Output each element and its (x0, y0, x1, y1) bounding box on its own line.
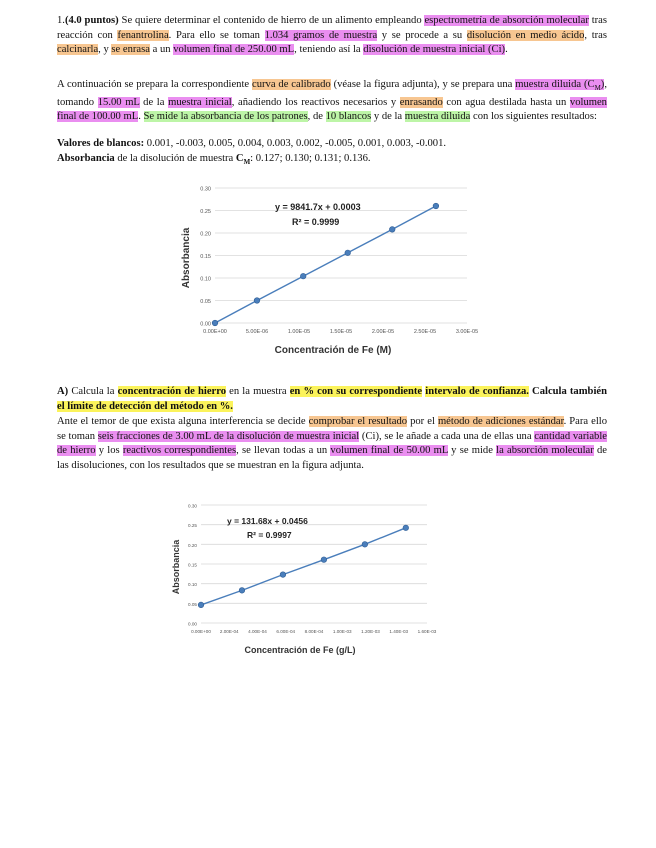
trendline-equation: y = 131.68x + 0.0456 (227, 516, 308, 526)
y-tick-label: 0.25 (188, 523, 197, 529)
part-a-question: A) Calcula la concentración de hierro en la muestra en % con su correspondiente intervalo de confianza. Calcula también el límite de detección del método en %. (57, 386, 607, 412)
x-axis-title: Concentración de Fe (g/L) (244, 645, 356, 655)
x-tick-label: 1.50E-05 (329, 329, 353, 335)
x-tick-label: 1.60E-03 (417, 629, 437, 634)
data-point (300, 273, 306, 279)
data-point (389, 227, 395, 233)
x-tick-label: 1.20E-03 (361, 629, 380, 634)
data-point (198, 602, 204, 608)
calibration-curve-chart (170, 178, 490, 368)
x-axis-title: Concentración de Fe (M) (274, 345, 392, 356)
data-point (362, 542, 368, 548)
y-tick-label: 0.20 (200, 231, 211, 238)
x-tick-label: 0.00E+00 (203, 329, 227, 335)
y-tick-label: 0.00 (200, 321, 211, 328)
y-tick-label: 0.25 (200, 209, 211, 215)
x-tick-label: 2.50E-05 (413, 329, 437, 335)
y-axis-title: Absorbancia (181, 227, 192, 289)
trendline-equation: y = 9841.7x + 0.0003 (275, 202, 361, 212)
y-tick-label: 0.15 (200, 254, 211, 260)
y-tick-label: 0.10 (188, 582, 197, 588)
r-squared: R² = 0.9999 (292, 217, 340, 227)
data-point (433, 203, 439, 209)
data-point (254, 298, 260, 304)
x-tick-label: 1.40E-03 (389, 629, 409, 634)
r-squared: R² = 0.9997 (247, 530, 292, 540)
data-point (239, 588, 245, 594)
x-tick-label: 1.00E-03 (332, 629, 352, 634)
x-tick-label: 1.00E-05 (287, 329, 311, 335)
y-tick-label: 0.05 (200, 299, 211, 305)
problem-points: (4.0 puntos) (64, 15, 119, 26)
y-tick-label: 0.15 (188, 562, 197, 568)
absorbance-values-line: Absorbancia de la disolución de muestra $C_M$: 0.127; 0.130; 0.131; 0.136. (57, 153, 371, 167)
x-tick-label: 2.00E-05 (371, 329, 395, 335)
data-point (212, 320, 218, 326)
calibration-paragraph: A continuación se prepara la correspondiente curva de calibrado (véase la figura adjunta), y se prepara una muestra diluida $(C_M)$, tomando 15.00 mL de la muestra inicial, añadiendo los reactivos necesarios y enrasando con agua destilada hasta un volumen final de 100.00 mL. Se mide la absorbancia de los patrones, de 10 blancos y de la muestra diluida con los siguientes resultados: (57, 79, 607, 123)
y-tick-label: 0.20 (188, 542, 197, 548)
data-point (403, 525, 409, 531)
x-tick-label: 6.00E-04 (276, 629, 296, 634)
blank-values-line: Valores de blancos: 0.001, -0.003, 0.005, 0.004, 0.003, 0.002, -0.005, 0.001, 0.003, -0.001. (57, 138, 447, 149)
standard-additions-paragraph: Ante el temor de que exista alguna interferencia se decide comprobar el resultado por el método de adiciones estándar. Para ello se toman seis fracciones de 3.00 mL de la disolución de muestra inicial (Ci), se le añade a cada una de ellas una cantidad variable de hierro y los reactivos correspondientes, se llevan todas a un volumen final de 50.00 mL y se mide la absorción molecular de las disoluciones, con los resultados que se muestran en la figura adjunta. (57, 416, 608, 471)
y-tick-label: 0.10 (200, 276, 211, 283)
x-tick-label: 0.00E+00 (191, 629, 211, 634)
y-tick-label: 0.30 (200, 186, 211, 193)
y-tick-label: 0.30 (188, 503, 197, 509)
data-point (321, 557, 327, 563)
y-axis-title: Absorbancia (171, 539, 181, 595)
x-tick-label: 2.00E-04 (219, 629, 239, 634)
y-tick-label: 0.00 (188, 621, 197, 627)
standard-additions-chart (165, 497, 445, 662)
problem-intro: 1.(4.0 puntos) Se quiere determinar el contenido de hierro de un alimento empleando espectrometría de absorción molecular tras reacción con fenantrolina. Para ello se toman 1.034 gramos de muestra y se procede a su disolución en medio ácido, tras calcinarla, y se enrasa a un volumen final de 250.00 mL, teniendo así la disolución de muestra inicial (Ci). (57, 15, 607, 56)
data-point (280, 572, 286, 578)
data-point (345, 250, 351, 256)
trendline (201, 528, 406, 605)
x-tick-label: 4.00E-04 (248, 629, 267, 634)
x-tick-label: 3.00E-05 (455, 329, 479, 335)
y-tick-label: 0.05 (188, 601, 197, 607)
x-tick-label: 8.00E-04 (304, 629, 324, 634)
problem-number: 1. (57, 15, 65, 26)
x-tick-label: 5.00E-06 (245, 329, 269, 335)
